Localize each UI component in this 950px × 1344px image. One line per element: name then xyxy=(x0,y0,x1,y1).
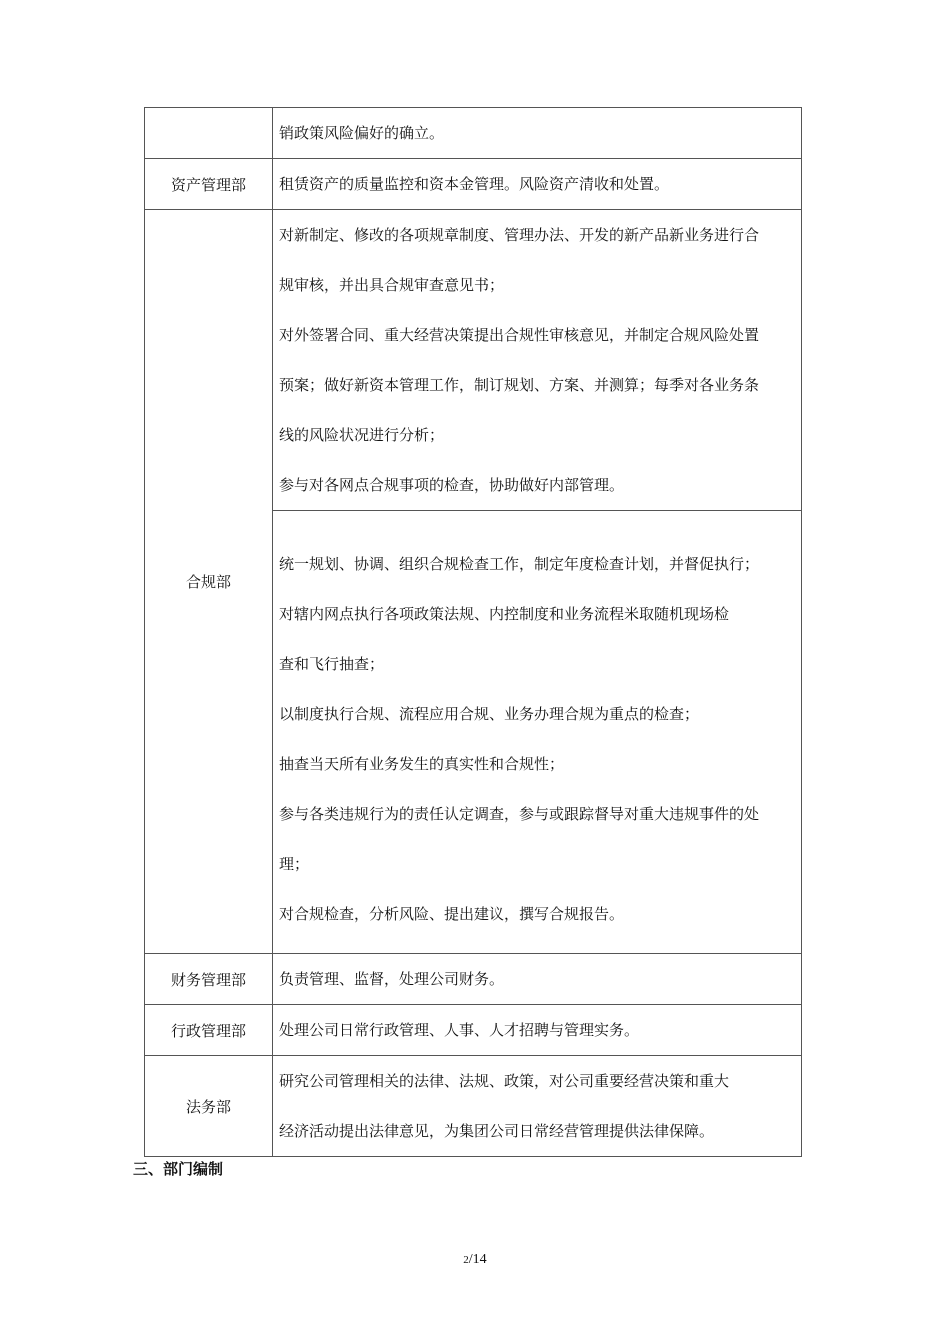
page-number xyxy=(0,1251,950,1269)
duty-line: 参与对各网点合规事项的检查，协助做好内部管理。 xyxy=(279,476,625,494)
duty-line: 研究公司管理相关的法律、法规、政策，对公司重要经营决策和重大 xyxy=(279,1072,730,1090)
duty-line: 线的风险状况进行分析； xyxy=(279,426,445,444)
page-number-current: 2 xyxy=(463,1254,469,1266)
department-cell: 资产管理部 xyxy=(145,159,273,210)
duty-line: 以制度执行合规、流程应用合规、业务办理合规为重点的检查； xyxy=(279,705,700,723)
duty-cell xyxy=(273,954,802,1005)
duty-cell xyxy=(273,210,802,511)
department-cell: 法务部 xyxy=(145,1056,273,1157)
table-row xyxy=(145,210,802,511)
department-cell: 财务管理部 xyxy=(145,954,273,1005)
table-row xyxy=(145,159,802,210)
page-number-total: /14 xyxy=(468,1252,487,1267)
duty-cell xyxy=(273,1056,802,1157)
table-row xyxy=(145,1005,802,1056)
table-row xyxy=(145,954,802,1005)
duty-cell xyxy=(273,108,802,159)
duty-line: 抽查当天所有业务发生的真实性和合规性； xyxy=(279,755,565,773)
department-cell: 合规部 xyxy=(145,210,273,954)
table-row xyxy=(145,1056,802,1157)
duty-line: 负责管理、监督，处理公司财务。 xyxy=(279,970,505,988)
duty-line: 对合规检查，分析风险、提出建议，撰写合规报告。 xyxy=(279,905,625,923)
table-row xyxy=(145,108,802,159)
department-duties-table xyxy=(144,107,802,1157)
duty-line: 对外签署合同、重大经营决策提出合规性审核意见，并制定合规风险处置 xyxy=(279,326,760,344)
duty-line: 对辖内网点执行各项政策法规、内控制度和业务流程米取随机现场检 xyxy=(279,605,730,623)
duty-line: 规审核，并出具合规审查意见书； xyxy=(279,276,505,294)
duty-line: 参与各类违规行为的责任认定调查，参与或跟踪督导对重大违规事件的处 xyxy=(279,805,760,823)
duty-line: 处理公司日常行政管理、人事、人才招聘与管理实务。 xyxy=(279,1021,640,1039)
duty-line: 查和飞行抽查； xyxy=(279,655,385,673)
duty-cell xyxy=(273,1005,802,1056)
duty-cell xyxy=(273,159,802,210)
department-cell xyxy=(145,108,273,159)
duty-line: 销政策风险偏好的确立。 xyxy=(279,124,445,142)
duty-line: 租赁资产的质量监控和资本金管理。风险资产清收和处置。 xyxy=(279,175,670,193)
duty-line: 理； xyxy=(279,855,310,873)
duty-line: 对新制定、修改的各项规章制度、管理办法、开发的新产品新业务进行合 xyxy=(279,226,760,244)
duty-line: 预案；做好新资本管理工作，制订规划、方案、并测算；每季对各业务条 xyxy=(279,376,760,394)
department-cell: 行政管理部 xyxy=(145,1005,273,1056)
duty-cell xyxy=(273,511,802,954)
section-heading: 三、部门编制 xyxy=(133,1160,224,1178)
duty-line: 统一规划、协调、组织合规检查工作，制定年度检查计划，并督促执行； xyxy=(279,555,760,573)
duty-line: 经济活动提出法律意见，为集团公司日常经营管理提供法律保障。 xyxy=(279,1122,715,1140)
